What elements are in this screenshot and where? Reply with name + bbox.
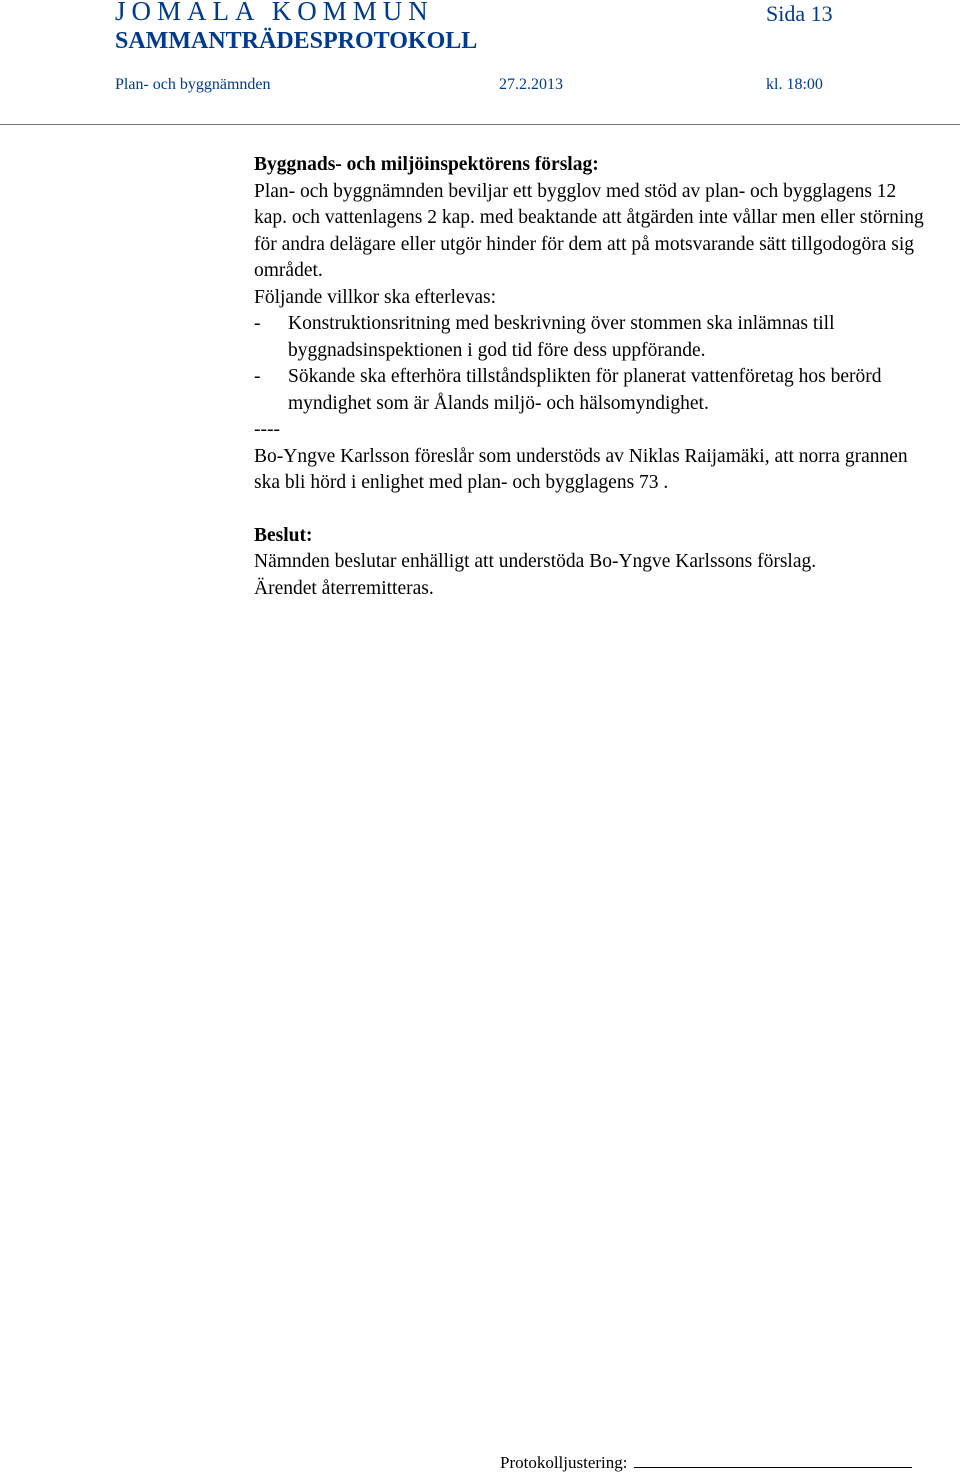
- condition-text: Sökande ska efterhöra tillståndsplikten för planerat vattenföretag hos berörd myndighet som är Ålands miljö- och hälsomyndighet.: [288, 366, 882, 414]
- decision-text: Nämnden beslutar enhälligt att understöda Bo-Yngve Karlssons förslag.: [254, 551, 817, 572]
- committee-name: Plan- och byggnämnden: [115, 76, 271, 93]
- condition-item: [254, 364, 934, 417]
- separator: ----: [254, 419, 280, 440]
- conditions-intro: Följande villkor ska efterlevas:: [254, 286, 497, 308]
- signature-line: [634, 1449, 912, 1468]
- list-dash: -: [254, 366, 261, 387]
- municipality-title: JOMALA KOMMUN: [115, 0, 434, 26]
- meeting-time: kl. 18:00: [766, 76, 823, 93]
- protocol-title: SAMMANTRÄDESPROTOKOLL: [115, 28, 478, 54]
- list-dash: -: [254, 313, 261, 334]
- decision-heading: Beslut:: [254, 524, 313, 546]
- condition-item: [254, 311, 934, 364]
- meeting-date: 27.2.2013: [499, 76, 563, 93]
- spacer: [254, 497, 934, 523]
- proposal-text: Plan- och byggnämnden beviljar ett bygglov med stöd av plan- och bygglagens 12 kap. och vattenlagens 2 kap. med beaktande att åtgärden inte vållar men eller störning för andra delägare eller utgör hinder för dem att på motsvarande sätt tillgodogöra sig området.: [254, 180, 924, 281]
- counter-proposal: Bo-Yngve Karlsson föreslår som understöds av Niklas Raijamäki, att norra grannen ska bli hörd i enlighet med plan- och bygglagens 73 .: [254, 445, 908, 493]
- page-number: Sida 13: [766, 1, 833, 26]
- verification-label: Protokolljustering:: [500, 1453, 628, 1472]
- proposal-heading: Byggnads- och miljöinspektörens förslag:: [254, 154, 599, 175]
- minutes-verification: [500, 1449, 912, 1473]
- header-divider: [0, 124, 960, 125]
- condition-text: Konstruktionsritning med beskrivning över stommen ska inlämnas till byggnadsinspektionen i god tid före dess uppförande.: [288, 313, 835, 361]
- decision-note: Ärendet återremitteras.: [254, 577, 434, 599]
- document-body: [254, 152, 934, 602]
